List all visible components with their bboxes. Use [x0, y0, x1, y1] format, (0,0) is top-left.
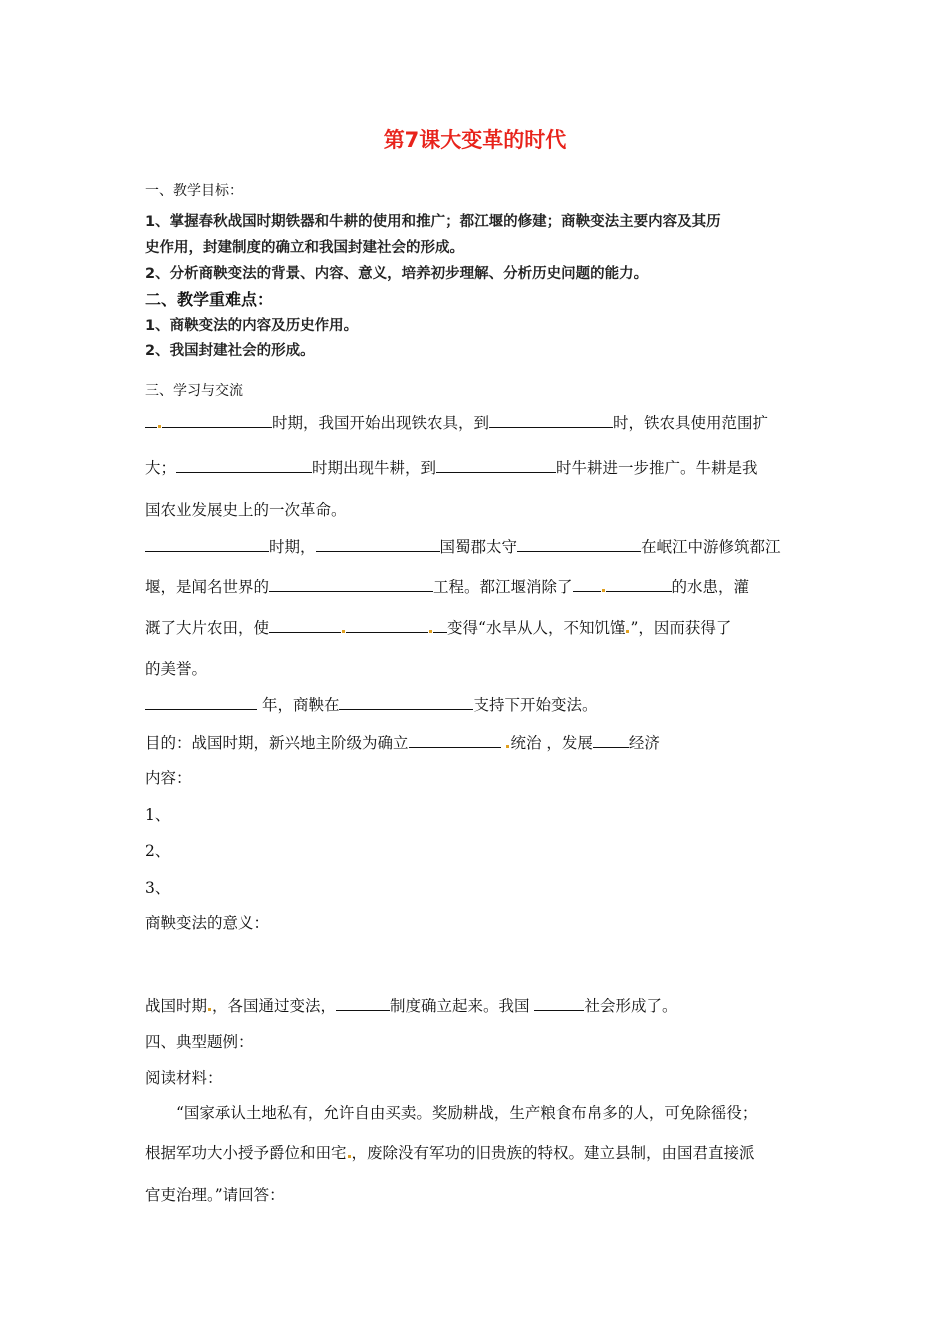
blank-field[interactable] — [336, 995, 390, 1011]
blank-field[interactable] — [269, 617, 341, 633]
paragraph-dujiangyan-2: 堰，是闻名世界的 工程。都江堰消除了 的水患，灌 — [145, 578, 750, 596]
goal-2: 2、分析商鞅变法的背景、内容、意义，培养初步理解、分析历史问题的能力。 — [145, 266, 649, 282]
paragraph-feudal-system: 战国时期 ，各国通过变法， 制度确立起来。我国 社会形成了。 — [145, 997, 678, 1015]
marker-dot — [626, 630, 629, 633]
blank-field[interactable] — [433, 617, 447, 633]
section-3-heading: 三、学习与交流 — [145, 383, 243, 399]
blank-field[interactable] — [269, 576, 433, 592]
paragraph-iron-tools: 时期，我国开始出现铁农具，到 时，铁农具使用范围扩 — [145, 411, 768, 433]
marker-dot — [158, 425, 161, 428]
paragraph-purpose: 目的：战国时期，新兴地主阶级为确立 统治 ，发展 经济 — [145, 734, 660, 752]
blank-field[interactable] — [346, 617, 428, 633]
material-line-2: 根据军功大小授予爵位和田宅 ，废除没有军功的旧贵族的特权。建立县制，由国君直接派 — [145, 1144, 755, 1162]
paragraph-dujiangyan-3: 溉了大片农田，使 变得“水旱从人，不知饥馑 ”，因而获得了 — [145, 619, 732, 637]
blank-field[interactable] — [606, 576, 672, 592]
section-2-heading: 二、教学重难点： — [145, 290, 274, 309]
paragraph-dujiangyan-1: 时期， 国蜀郡太守 在岷江中游修筑都江 — [145, 535, 781, 557]
marker-dot — [506, 745, 509, 748]
paragraph-reputation: 的美誉。 — [145, 660, 208, 678]
marker-dot — [602, 589, 605, 592]
key-point-2: 2、我国封建社会的形成。 — [145, 343, 315, 359]
content-label: 内容： — [145, 769, 192, 787]
paragraph-revolution: 国农业发展史上的一次革命。 — [145, 501, 347, 519]
section-4-heading: 四、典型题例： — [145, 1033, 254, 1051]
material-line-3: 官吏治理。”请回答： — [145, 1186, 285, 1204]
blank-field[interactable] — [489, 412, 613, 428]
goal-1-line-a: 1、掌握春秋战国时期铁器和牛耕的使用和推广；都江堰的修建；商鞅变法主要内容及其历 — [145, 214, 721, 230]
content-item-1: 1、 — [145, 806, 171, 824]
section-1-heading: 一、教学目标： — [145, 183, 243, 199]
blank-field[interactable] — [593, 732, 629, 748]
blank-field[interactable] — [162, 412, 272, 428]
blank-field[interactable] — [145, 412, 157, 428]
content-item-2: 2、 — [145, 842, 171, 860]
meaning-label: 商鞅变法的意义： — [145, 914, 270, 932]
blank-field[interactable] — [517, 536, 641, 552]
goal-1-line-b: 史作用，封建制度的确立和我国封建社会的形成。 — [145, 240, 464, 256]
paragraph-ox-plough: 大； 时期出现牛耕，到 时牛耕进一步推广。牛耕是我 — [145, 459, 758, 477]
key-point-1: 1、商鞅变法的内容及历史作用。 — [145, 318, 359, 334]
blank-field[interactable] — [534, 995, 584, 1011]
blank-field[interactable] — [316, 536, 440, 552]
marker-dot — [429, 630, 432, 633]
content-item-3: 3、 — [145, 879, 171, 897]
blank-field[interactable] — [436, 457, 556, 473]
marker-dot — [342, 630, 345, 633]
blank-field[interactable] — [409, 732, 501, 748]
blank-field[interactable] — [145, 536, 269, 552]
marker-dot — [208, 1008, 211, 1011]
blank-field[interactable] — [145, 694, 257, 710]
paragraph-shang-yang: 年，商鞅在 支持下开始变法。 — [145, 693, 597, 715]
blank-field[interactable] — [339, 694, 473, 710]
read-material-label: 阅读材料： — [145, 1069, 223, 1087]
blank-field[interactable] — [573, 576, 601, 592]
page-title: 第7课大变革的时代 — [383, 128, 567, 152]
marker-dot — [348, 1155, 351, 1158]
material-line-1: “国家承认土地私有，允许自由买卖。奖励耕战，生产粮食布帛多的人，可免除徭役； — [176, 1104, 758, 1122]
blank-field[interactable] — [176, 457, 312, 473]
